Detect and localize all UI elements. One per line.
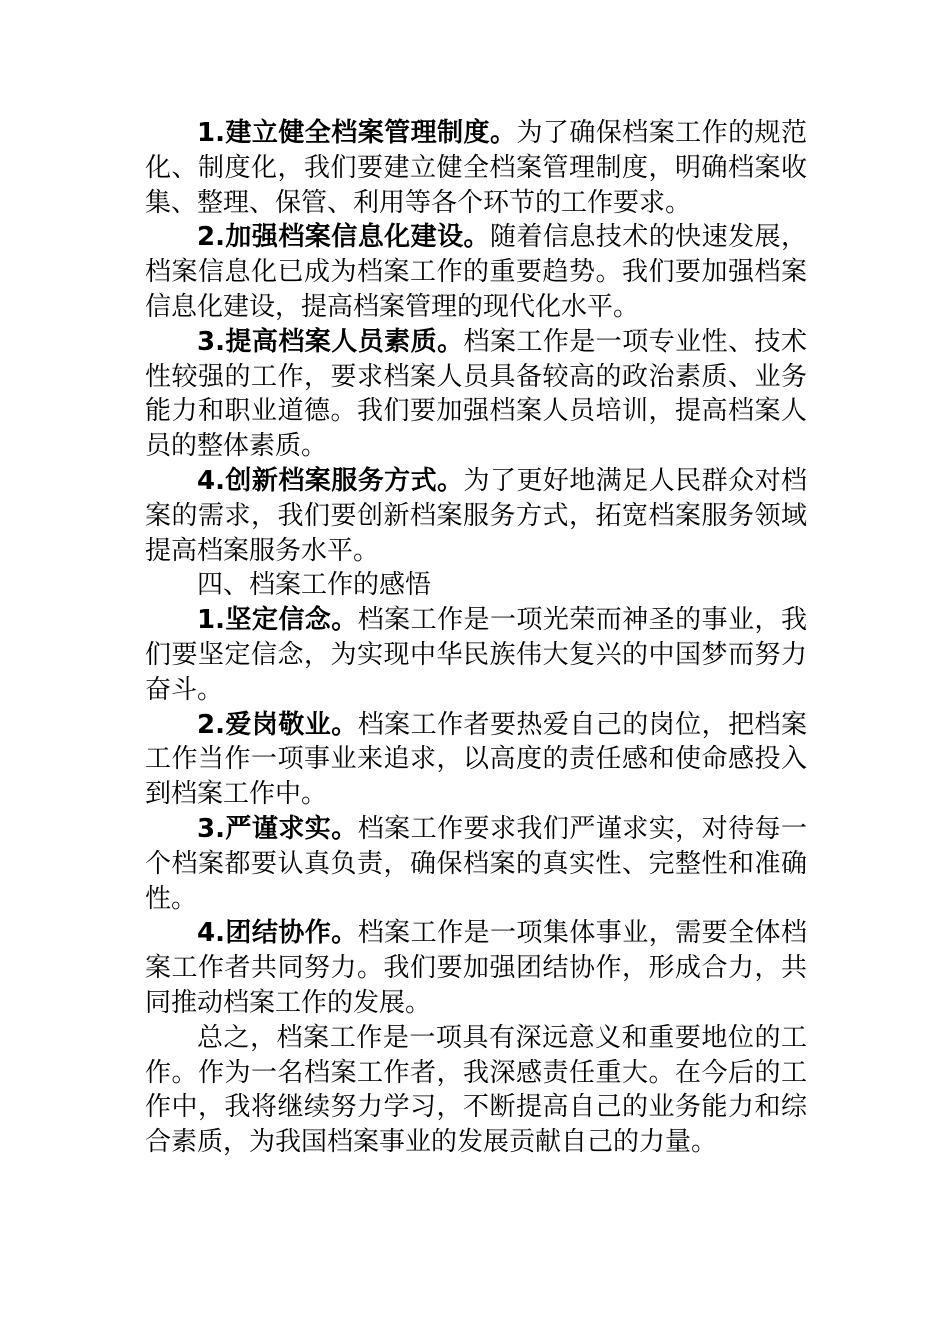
- paragraph-dedication: [145, 708, 807, 812]
- section-heading: [145, 568, 807, 603]
- paragraph-conclusion: [145, 1021, 807, 1160]
- paragraph-archive-system: [145, 116, 807, 220]
- paragraph-teamwork: [145, 916, 807, 1020]
- paragraph-text: 档案工作是一项光荣而神圣的事业，我们要坚定信念，为实现中华民族伟大复兴的中国梦而努力奋斗。: [145, 605, 807, 705]
- document-page: [145, 116, 807, 1160]
- paragraph-text: 为了确保档案工作的规范化、制度化，我们要建立健全档案管理制度，明确档案收集、整理、保管、利用等各个环节的工作要求。: [145, 118, 807, 218]
- paragraph-lead: 2.加强档案信息化建设。: [197, 222, 490, 253]
- paragraph-lead: 3.提高档案人员素质。: [197, 326, 464, 357]
- paragraph-lead: 4.创新档案服务方式。: [197, 465, 464, 496]
- paragraph-text: 档案工作者要热爱自己的岗位，把档案工作当作一项事业来追求，以高度的责任感和使命感投入到档案工作中。: [145, 709, 807, 810]
- paragraph-text: 档案工作是一项专业性、技术性较强的工作，要求档案人员具备较高的政治素质、业务能力和职业道德。我们要加强档案人员培训，提高档案人员的整体素质。: [145, 326, 807, 462]
- section-heading-text: 四、档案工作的感悟: [197, 570, 432, 601]
- paragraph-lead: 1.坚定信念。: [197, 605, 358, 636]
- paragraph-staff-quality: [145, 325, 807, 464]
- paragraph-lead: 2.爱岗敬业。: [197, 709, 358, 740]
- paragraph-lead: 4.团结协作。: [197, 918, 358, 949]
- paragraph-service-innovation: [145, 464, 807, 568]
- paragraph-rigor: [145, 812, 807, 916]
- paragraph-informatization: [145, 220, 807, 324]
- paragraph-text: 为了更好地满足人民群众对档案的需求，我们要创新档案服务方式，拓宽档案服务领域提高档案服务水平。: [145, 465, 807, 566]
- paragraph-text: 随着信息技术的快速发展，档案信息化已成为档案工作的重要趋势。我们要加强档案信息化建设，提高档案管理的现代化水平。: [145, 222, 807, 322]
- paragraph-firm-belief: [145, 603, 807, 707]
- paragraph-lead: 3.严谨求实。: [197, 813, 358, 844]
- paragraph-text: 档案工作要求我们严谨求实，对待每一个档案都要认真负责，确保档案的真实性、完整性和准确性。: [145, 813, 807, 914]
- paragraph-lead: 1.建立健全档案管理制度。: [197, 118, 517, 148]
- paragraph-text: 总之，档案工作是一项具有深远意义和重要地位的工作。作为一名档案工作者，我深感责任重大。在今后的工作中，我将继续努力学习，不断提高自己的业务能力和综合素质，为我国档案事业的发展贡献自己的力量。: [145, 1022, 807, 1158]
- paragraph-text: 档案工作是一项集体事业，需要全体档案工作者共同努力。我们要加强团结协作，形成合力，共同推动档案工作的发展。: [145, 918, 807, 1018]
